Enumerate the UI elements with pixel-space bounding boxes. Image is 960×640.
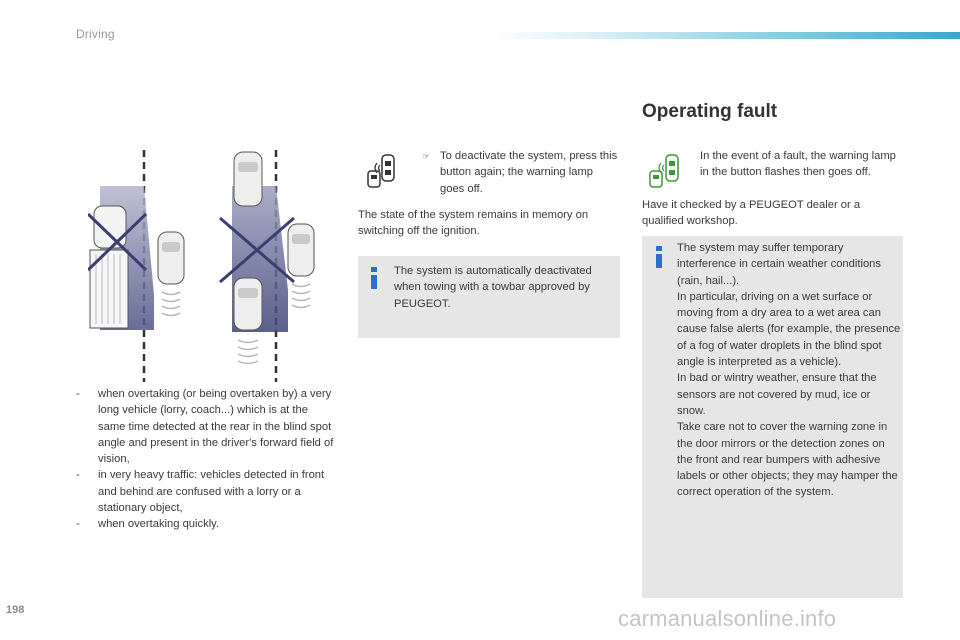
list-item-text: in very heavy traffic: vehicles detected in front and behind are confused with a lorry or a stationary object, <box>98 469 325 515</box>
list-item <box>76 467 338 516</box>
car-rear-scene-2 <box>234 278 262 330</box>
weather-paragraph: Take care not to cover the warning zone in the door mirrors or the detection zones on the front and rear bumpers with adhesive labels or other objects; they may hamper the correct operation of the system. <box>677 421 898 499</box>
section-title: Driving <box>76 27 115 41</box>
operating-fault-title: Operating fault <box>642 101 778 122</box>
exceptions-list <box>76 386 338 533</box>
weather-paragraph: The system may suffer temporary interference in certain weather conditions (rain, hail...). <box>677 242 881 287</box>
car-front-scene-2 <box>234 152 262 206</box>
header-accent-bar <box>490 32 960 39</box>
lorry-cab <box>94 206 126 248</box>
weather-paragraph: In bad or wintry weather, ensure that the sensors are not covered by mud, ice or snow. <box>677 372 877 417</box>
memory-text: The state of the system remains in memory on switching off the ignition. <box>358 209 589 238</box>
info-box-weather <box>642 236 903 598</box>
info-box-towing <box>358 256 620 338</box>
weather-info-text <box>677 240 901 501</box>
list-dash: - <box>76 388 80 400</box>
towing-info-text: The system is automatically deactivated when towing with a towbar approved by PEUGEOT. <box>394 265 592 310</box>
list-item <box>76 516 338 532</box>
fault-text: In the event of a fault, the warning lamp in the button flashes then goes off. <box>700 150 896 179</box>
arrow-bullet-icon: ☞ <box>422 151 431 161</box>
list-item-text: when overtaking quickly. <box>98 518 220 531</box>
watermark-text: carmanualsonline.info <box>618 606 837 631</box>
weather-paragraph: In particular, driving on a wet surface or moving from a dry area to a wet area can cause false alerts (for example, the presence of a fog of water droplets in the blind spot angle is interpreted as a vehicle). <box>677 290 901 369</box>
page-number: 198 <box>6 604 25 616</box>
deactivate-instruction <box>422 148 618 197</box>
workshop-text: Have it checked by a PEUGEOT dealer or a qualified workshop. <box>642 199 861 228</box>
list-item <box>76 386 338 467</box>
list-item-text: when overtaking (or being overtaken by) a very long vehicle (lorry, coach...) which is at the same time detected at the rear in the blind spot angle and present in the driver's forward field of vision, <box>98 388 334 466</box>
deactivate-text: To deactivate the system, press this button again; the warning lamp goes off. <box>440 150 618 195</box>
blind-spot-button-icon <box>366 153 400 193</box>
car-side-scene-2 <box>288 224 314 276</box>
list-dash: - <box>76 518 80 531</box>
blind-spot-fault-icon <box>648 153 684 193</box>
car-scene-1 <box>158 232 184 284</box>
blind-spot-diagram <box>88 150 342 382</box>
list-dash: - <box>76 469 80 482</box>
